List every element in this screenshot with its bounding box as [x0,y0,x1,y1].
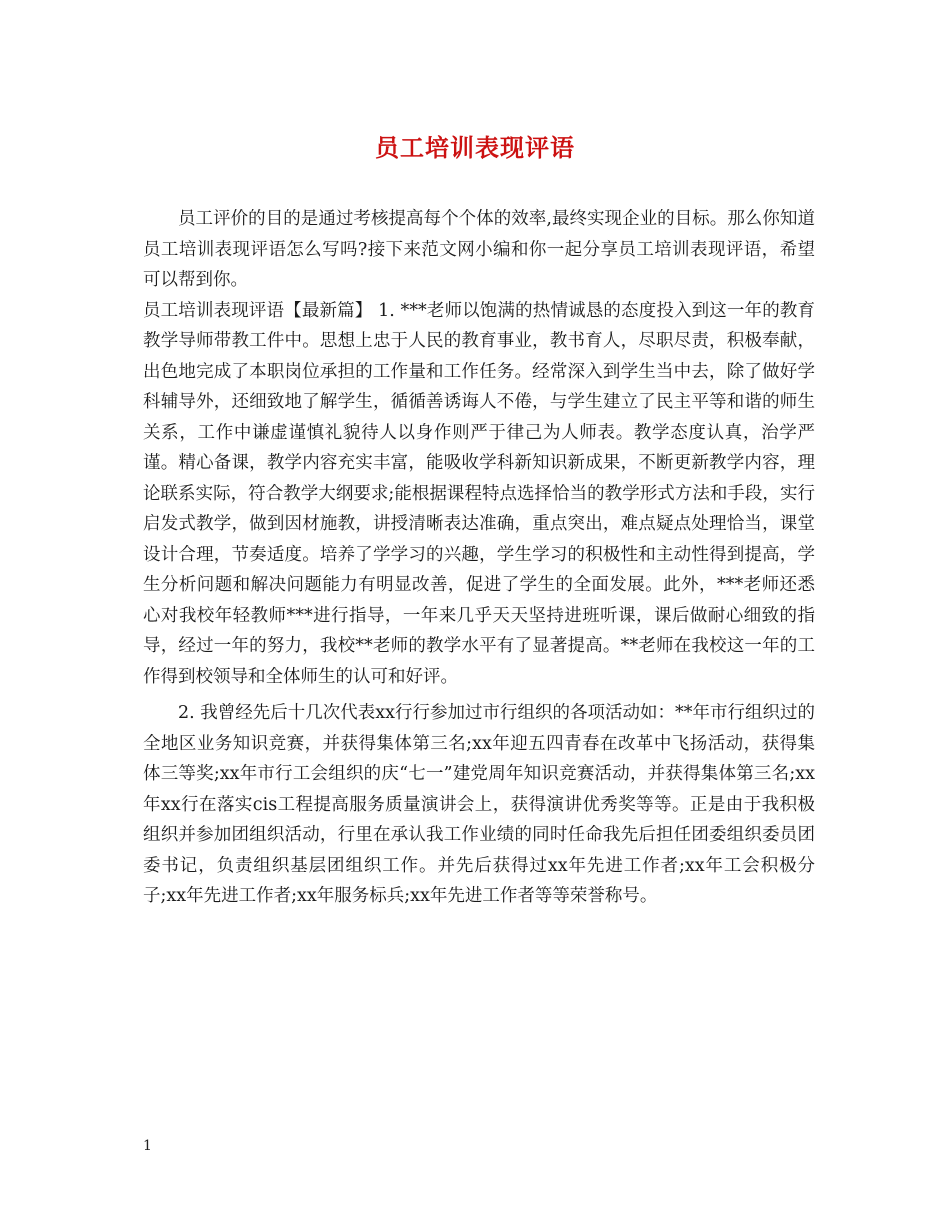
intro-paragraph: 员工评价的目的是通过考核提高每个个体的效率,最终实现企业的目标。那么你知道员工培训表现评语怎么写吗?接下来范文网小编和你一起分享员工培训表现评语，希望可以帮到你。 [143,209,815,290]
paragraph-1-text: 1. ***老师以饱满的热情诚恳的态度投入到这一年的教育教学导师带教工件中。思想上忠于人民的教育事业，教书育人，尽职尽责，积极奉献，出色地完成了本职岗位承担的工作量和工作任务。经常深入到学生当中去，除了做好学科辅导外，还细致地了解学生，循循善诱诲人不倦，与学生建立了民主平等和谐的师生关系，工作中谦虚谨慎礼貌待人以身作则严于律己为人师表。教学态度认真，治学严谨。精心备课，教学内容充实丰富，能吸收学科新知识新成果，不断更新教学内容，理论联系实际，符合教学大纲要求;能根据课程特点选择恰当的教学形式方法和手段，实行启发式教学，做到因材施教，讲授清晰表达准确，重点突出，难点疑点处理恰当，课堂设计合理，节奏适度。培养了学学习的兴趣，学生学习的积极性和主动性得到提高，学生分析问题和解决问题能力有明显改善，促进了学生的全面发展。此外，***老师还悉心对我校年轻教师***进行指导，一年来几乎天天坚持进班听课，课后做耐心细致的指导，经过一年的努力，我校**老师的教学水平有了显著提高。**老师在我校这一年的工作得到校领导和全体师生的认可和好评。 [143,300,815,687]
section-paragraph-1 [143,296,815,693]
document-title: 员工培训表现评语 [375,133,575,162]
page-number: 1 [143,1138,152,1154]
document-body [143,204,815,912]
section-heading: 员工培训表现评语【最新篇】 [143,300,373,321]
paragraph-2: 2. 我曾经先后十几次代表xx行行参加过市行组织的各项活动如：**年市行组织过的全地区业务知识竞赛，并获得集体第三名;xx年迎五四青春在改革中飞扬活动，获得集体三等奖;xx年市行工会组织的庆“七一”建党周年知识竞赛活动，并获得集体第三名;xx年xx行在落实cis工程提高服务质量演讲会上，获得演讲优秀奖等等。正是由于我积极组织并参加团组织活动，行里在承认我工作业绩的同时任命我先后担任团委组织委员团委书记，负责组织基层团组织工作。并先后获得过xx年先进工作者;xx年工会积极分子;xx年先进工作者;xx年服务标兵;xx年先进工作者等等荣誉称号。 [143,703,815,906]
